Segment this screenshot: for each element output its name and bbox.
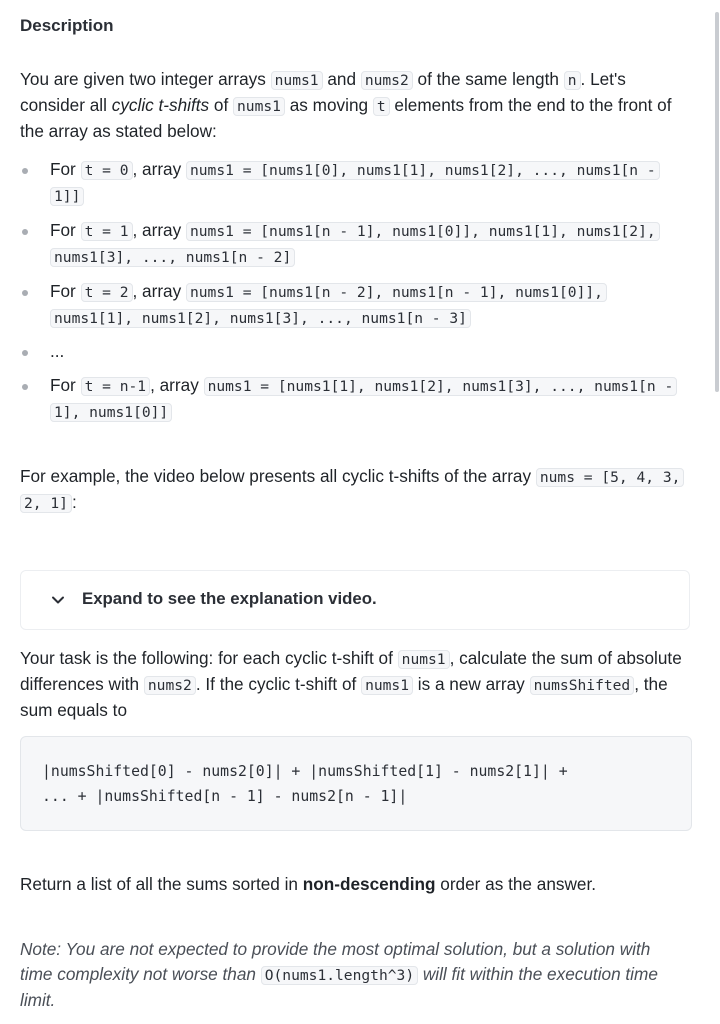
inline-code-example-array: nums = [5, 4, 3, 2, 1] xyxy=(20,468,684,513)
list-item-text xyxy=(50,157,682,209)
inline-code-complexity: O(nums1.length^3) xyxy=(261,966,418,985)
example-text-2: : xyxy=(71,492,77,512)
bullet-dot xyxy=(22,350,28,356)
list-item-prefix: For xyxy=(50,281,81,301)
return-emphasis: non-descending xyxy=(302,874,436,894)
task-text-2: , calculate the sum of absolute differences with xyxy=(20,648,682,694)
list-item-prefix: For xyxy=(50,375,81,395)
example-paragraph xyxy=(20,464,682,516)
section-heading: Description xyxy=(20,16,114,35)
inline-code-nums2: nums2 xyxy=(361,71,413,90)
return-paragraph xyxy=(20,872,682,897)
intro-text-5: of xyxy=(209,95,234,115)
task-paragraph xyxy=(20,646,682,723)
list-item-mid: , array xyxy=(150,375,204,395)
inline-code-t-value: t = 1 xyxy=(81,222,133,241)
inline-code-t-value: t = n-1 xyxy=(81,377,151,396)
inline-code-t-value: t = 0 xyxy=(81,161,133,180)
formula-code-block xyxy=(20,736,692,831)
inline-code-array: nums1 = [nums1[n - 1], nums1[0]], nums1[1], nums1[2], nums1[3], ..., nums1[n - 2] xyxy=(50,222,660,267)
inline-code-array: nums1 = [nums1[1], nums1[2], nums1[3], ..., nums1[n - 1], nums1[0]] xyxy=(50,377,677,422)
return-text-2: order as the answer. xyxy=(435,874,597,894)
note-text-2: will fit within the execution time limit. xyxy=(20,964,658,1010)
inline-code-numsShifted: numsShifted xyxy=(530,676,635,695)
list-item-text xyxy=(50,218,682,270)
note-text-1: Note: You are not expected to provide the most optimal solution, but a solution with time complexity not worse than xyxy=(20,939,651,984)
bullet-dot xyxy=(22,229,28,235)
bullet-dot xyxy=(22,168,28,174)
list-item-text: ... xyxy=(50,341,65,361)
list-item-prefix: For xyxy=(50,159,81,179)
intro-paragraph xyxy=(20,67,682,144)
inline-code-array: nums1 = [nums1[n - 2], nums1[n - 1], nums1[0]], nums1[1], nums1[2], nums1[3], ..., nums1[n - 3] xyxy=(50,283,607,328)
bullet-dot xyxy=(22,384,28,390)
note-paragraph xyxy=(20,937,682,1013)
inline-code-t-value: t = 2 xyxy=(81,283,133,302)
intro-text-4: . Let's consider all xyxy=(20,69,626,115)
inline-code-n: n xyxy=(564,71,581,90)
task-text-1: Your task is the following: for each cyclic t-shift of xyxy=(20,648,398,668)
inline-code-t: t xyxy=(373,97,390,116)
list-item-mid: , array xyxy=(132,281,186,301)
example-text-1: For example, the video below presents all cyclic t-shifts of the array xyxy=(20,466,536,486)
list-item-mid: , array xyxy=(132,159,186,179)
task-text-4: is a new array xyxy=(413,674,530,694)
intro-emphasis: cyclic t-shifts xyxy=(111,95,210,115)
intro-text-1: You are given two integer arrays xyxy=(20,69,271,89)
return-text-1: Return a list of all the sums sorted in xyxy=(20,874,303,894)
inline-code-array: nums1 = [nums1[0], nums1[1], nums1[2], ..., nums1[n - 1]] xyxy=(50,161,660,206)
list-item-text xyxy=(50,373,682,425)
expand-video-toggle[interactable] xyxy=(20,570,690,630)
task-text-5: , the sum equals to xyxy=(20,674,668,720)
list-item-mid: , array xyxy=(132,220,186,240)
chevron-down-icon xyxy=(49,591,67,609)
scrollbar-thumb[interactable] xyxy=(715,12,719,392)
inline-code-nums2: nums2 xyxy=(144,676,196,695)
intro-text-7: elements from the end to the front of the array as stated below: xyxy=(20,95,672,141)
vertical-scrollbar[interactable] xyxy=(714,0,720,400)
inline-code-nums1: nums1 xyxy=(398,650,450,669)
list-item-prefix: For xyxy=(50,220,81,240)
intro-text-6: as moving xyxy=(284,95,373,115)
expand-video-label: Expand to see the explanation video. xyxy=(82,589,377,608)
intro-text-3: of the same length xyxy=(412,69,564,89)
bullet-dot xyxy=(22,290,28,296)
inline-code-nums1: nums1 xyxy=(361,676,413,695)
formula-text: |numsShifted[0] - nums2[0]| + |numsShifted[1] - nums2[1]| + ... + |numsShifted[n - 1] - nums2[n - 1]| xyxy=(42,763,568,805)
inline-code-nums1: nums1 xyxy=(271,71,323,90)
task-text-3: . If the cyclic t-shift of xyxy=(195,674,362,694)
intro-text-2: and xyxy=(322,69,361,89)
inline-code-nums1: nums1 xyxy=(233,97,285,116)
list-item-text xyxy=(50,279,682,331)
